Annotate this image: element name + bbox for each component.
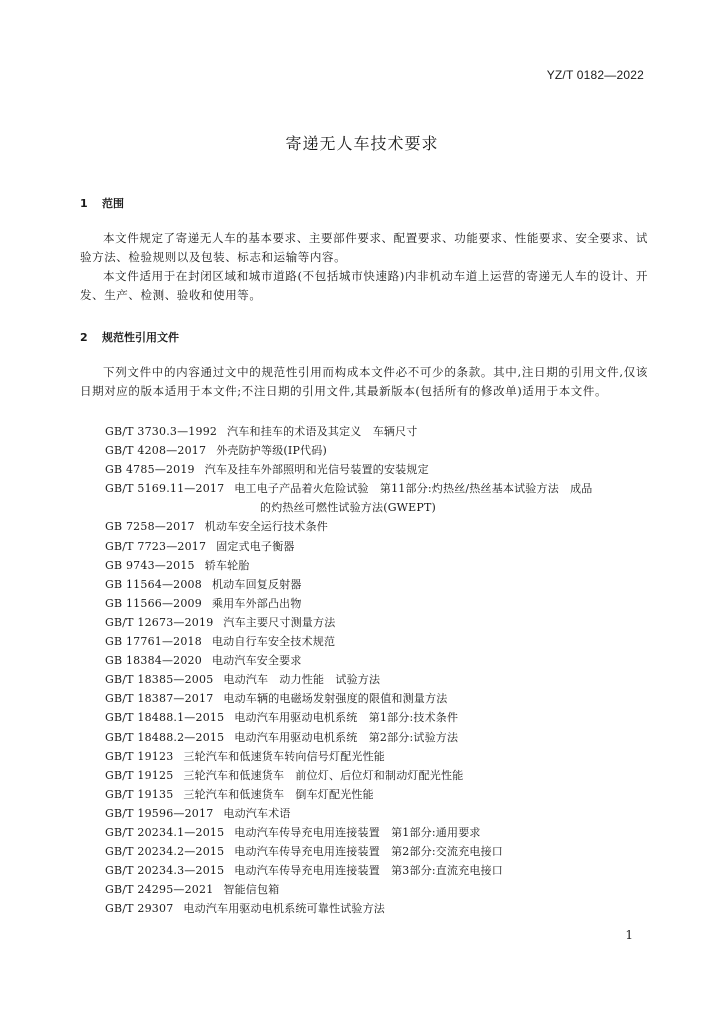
- reference-code: GB/T 18385—2005: [105, 673, 214, 687]
- reference-item: [105, 842, 653, 861]
- reference-code: GB 18384—2020: [105, 654, 202, 668]
- reference-title-continuation: 的灼热丝可燃性试验方法(GWEPT): [260, 501, 437, 515]
- page-number: 1: [625, 928, 633, 942]
- reference-item: [105, 861, 653, 880]
- section-1-number: 1: [80, 197, 88, 210]
- reference-code: GB/T 19135: [105, 787, 174, 801]
- reference-code: GB/T 29307: [105, 902, 174, 916]
- reference-title: 电工电子产品着火危险试验 第11部分:灼热丝/热丝基本试验方法 成品: [234, 482, 593, 496]
- reference-code: GB 11564—2008: [105, 577, 202, 591]
- reference-title: 三轮汽车和低速货车 前位灯、后位灯和制动灯配光性能: [183, 768, 464, 782]
- reference-title: 电动自行车安全技术规范: [211, 635, 336, 649]
- reference-code: GB 11566—2009: [105, 596, 202, 610]
- reference-code: GB/T 7723—2017: [105, 539, 207, 553]
- standard-number: YZ/T 0182—2022: [546, 68, 644, 82]
- section-2-number: 2: [80, 331, 88, 344]
- reference-code: GB/T 12673—2019: [105, 615, 214, 629]
- reference-title: 机动车回复反射器: [211, 577, 302, 591]
- reference-item: [105, 708, 653, 727]
- reference-item: [105, 785, 653, 804]
- reference-code: GB/T 20234.1—2015: [105, 825, 225, 839]
- reference-code: GB/T 20234.2—2015: [105, 845, 225, 859]
- reference-title: 轿车轮胎: [204, 558, 250, 572]
- reference-item: [105, 479, 653, 517]
- reference-code: GB/T 18387—2017: [105, 692, 214, 706]
- reference-item: [105, 632, 653, 651]
- reference-title: 电动汽车用驱动电机系统 第2部分:试验方法: [234, 730, 459, 744]
- reference-code: GB/T 19123: [105, 749, 174, 763]
- reference-code: GB/T 24295—2021: [105, 883, 214, 897]
- reference-title: 电动汽车用驱动电机系统可靠性试验方法: [183, 902, 386, 916]
- section-1-paragraph-1: 本文件规定了寄递无人车的基本要求、主要部件要求、配置要求、功能要求、性能要求、安全要求、试验方法、检验规则以及包装、标志和运输等内容。: [80, 231, 648, 264]
- reference-code: GB/T 20234.3—2015: [105, 864, 225, 878]
- reference-code: GB/T 5169.11—2017: [105, 482, 225, 496]
- reference-code: GB/T 19596—2017: [105, 806, 214, 820]
- reference-item: [105, 441, 653, 460]
- section-1-heading: [80, 195, 124, 211]
- reference-item: [105, 670, 653, 689]
- reference-item: [105, 517, 653, 536]
- reference-item: [105, 651, 653, 670]
- reference-item: [105, 728, 653, 747]
- reference-title: 外壳防护等级(IP代码): [216, 444, 327, 458]
- reference-title: 电动汽车安全要求: [211, 654, 302, 668]
- reference-code: GB 4785—2019: [105, 463, 195, 477]
- reference-code: GB 9743—2015: [105, 558, 195, 572]
- reference-title: 汽车和挂车的术语及其定义 车辆尺寸: [227, 425, 418, 438]
- reference-code: GB/T 4208—2017: [105, 444, 207, 458]
- reference-item: [105, 422, 653, 441]
- reference-title: 机动车安全运行技术条件: [204, 520, 328, 534]
- section-2-heading: [80, 329, 179, 345]
- section-1-title: 范围: [102, 197, 124, 210]
- reference-title: 乘用车外部凸出物: [211, 596, 302, 610]
- reference-item: [105, 689, 653, 708]
- section-1-paragraph-2: 本文件适用于在封闭区域和城市道路(不包括城市快速路)内非机动车道上运营的寄递无人车的设计、开发、生产、检测、验收和使用等。: [80, 269, 648, 302]
- reference-code: GB/T 19125: [105, 768, 174, 782]
- reference-title: 汽车主要尺寸测量方法: [223, 615, 336, 629]
- reference-title: 三轮汽车和低速货车 倒车灯配光性能: [183, 787, 374, 801]
- reference-list: [105, 422, 653, 918]
- reference-title: 固定式电子衡器: [216, 539, 295, 553]
- reference-item: [105, 556, 653, 575]
- section-2-intro: 下列文件中的内容通过文中的规范性引用而构成本文件必不可少的条款。其中,注日期的引用文件,仅该日期对应的版本适用于本文件;不注日期的引用文件,其最新版本(包括所有的修改单)适用于本文件。: [80, 365, 648, 398]
- reference-code: GB 7258—2017: [105, 520, 195, 534]
- reference-item: [105, 613, 653, 632]
- reference-item: [105, 460, 653, 479]
- reference-item: [105, 899, 653, 918]
- reference-title: 电动汽车传导充电用连接装置 第1部分:通用要求: [234, 825, 481, 839]
- reference-title: 电动汽车用驱动电机系统 第1部分:技术条件: [234, 711, 459, 725]
- reference-title: 电动汽车传导充电用连接装置 第2部分:交流充电接口: [234, 845, 503, 859]
- section-2-title: 规范性引用文件: [102, 331, 179, 344]
- document-title: 寄递无人车技术要求: [285, 134, 439, 153]
- reference-title: 智能信包箱: [223, 883, 280, 897]
- reference-item: [105, 575, 653, 594]
- reference-item: [105, 747, 653, 766]
- reference-title: 电动车辆的电磁场发射强度的限值和测量方法: [223, 692, 448, 706]
- reference-code: GB/T 3730.3—1992: [105, 425, 218, 438]
- reference-item: [105, 537, 653, 556]
- reference-title: 电动汽车术语: [223, 806, 291, 820]
- reference-title: 三轮汽车和低速货车转向信号灯配光性能: [183, 749, 386, 763]
- reference-title: 电动汽车传导充电用连接装置 第3部分:直流充电接口: [234, 864, 503, 878]
- reference-title: 电动汽车 动力性能 试验方法: [223, 673, 381, 687]
- reference-item: [105, 594, 653, 613]
- reference-item: [105, 880, 653, 899]
- reference-item: [105, 804, 653, 823]
- reference-item: [105, 823, 653, 842]
- reference-code: GB 17761—2018: [105, 635, 202, 649]
- reference-code: GB/T 18488.1—2015: [105, 711, 225, 725]
- reference-item: [105, 766, 653, 785]
- reference-code: GB/T 18488.2—2015: [105, 730, 225, 744]
- reference-title: 汽车及挂车外部照明和光信号装置的安装规定: [204, 463, 429, 477]
